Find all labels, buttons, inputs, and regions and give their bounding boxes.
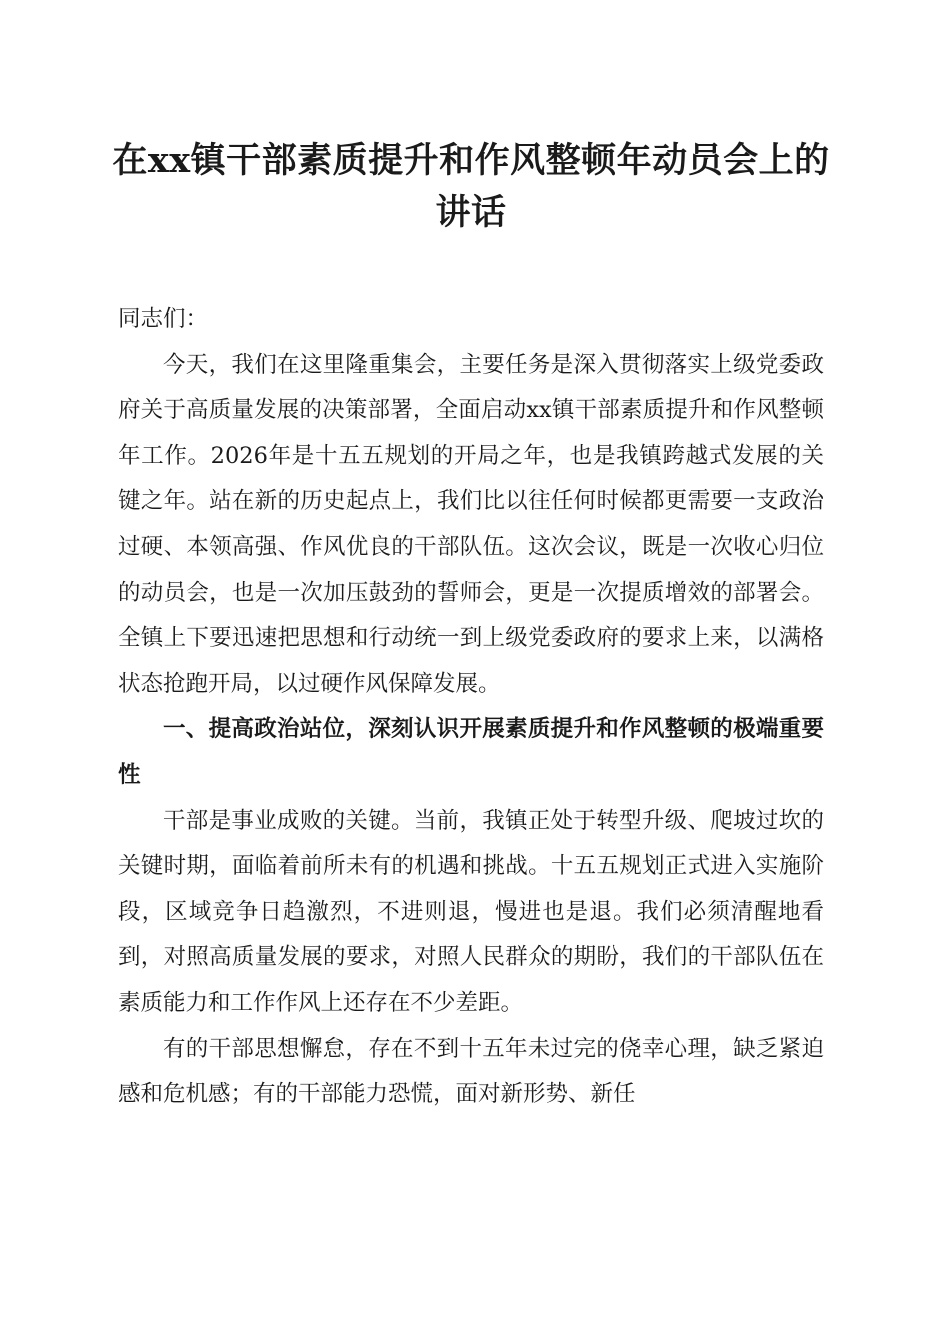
section-paragraph: 干部是事业成败的关键。当前，我镇正处于转型升级、爬坡过坎的关键时期，面临着前所未有的机遇和挑战。十五五规划正式进入实施阶段，区域竞争日趋激烈，不进则退，慢进也是退。我们必须清醒地看到，对照高质量发展的要求，对照人民群众的期盼，我们的干部队伍在素质能力和工作作风上还存在不少差距。 [118,807,824,1016]
intro-paragraph: 今天，我们在这里隆重集会，主要任务是深入贯彻落实上级党委政府关于高质量发展的决策部署，全面启动xx镇干部素质提升和作风整顿年工作。2026年是十五五规划的开局之年，也是我镇跨越式发展的关键之年。站在新的历史起点上，我们比以往任何时候都更需要一支政治过硬、本领高强、作风优良的干部队伍。这次会议，既是一次收心归位的动员会，也是一次加压鼓劲的誓师会，更是一次提质增效的部署会。全镇上下要迅速把思想和行动统一到上级党委政府的要求上来，以满格状态抢跑开局，以过硬作风保障发展。 [118,351,824,697]
document-page [112,135,830,1118]
salutation: 同志们： [118,306,209,332]
document-body [118,297,824,1118]
section-paragraph: 有的干部思想懈怠，存在不到十五年未过完的侥幸心理，缺乏紧迫感和危机感；有的干部能力恐慌，面对新形势、新任 [118,1035,824,1108]
section-heading: 一、提高政治站位，深刻认识开展素质提升和作风整顿的极端重要性 [118,716,824,788]
document-title: 在xx镇干部素质提升和作风整顿年动员会上的讲话 [112,140,830,233]
